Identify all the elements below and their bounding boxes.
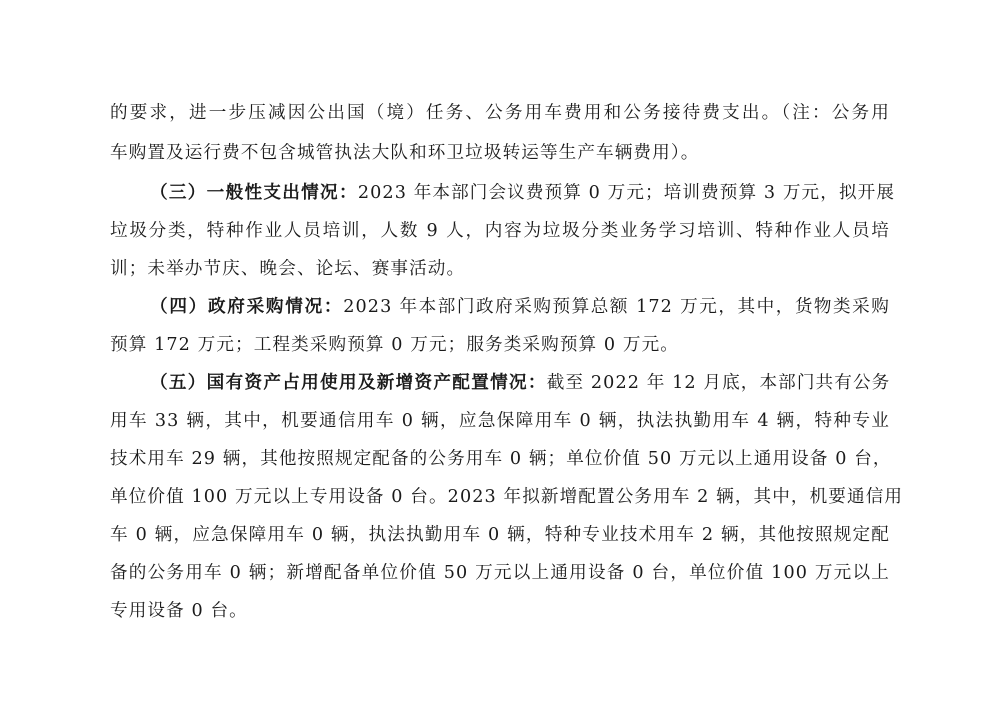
paragraph-3-text-1: 2023 年本部门会议费预算 0 万元；培训费预算 3 万元，拟开展 bbox=[357, 183, 896, 203]
paragraph-5-line-5: 车 0 辆，应急保障用车 0 辆，执法执勤用车 0 辆，特种专业技术用车 2 辆，其他按照规定配 bbox=[110, 525, 890, 545]
section-3-heading: （三）一般性支出情况： bbox=[150, 182, 358, 203]
section-4-heading: （四）政府采购情况： bbox=[150, 296, 344, 317]
paragraph-3-line-3: 训；未举办节庆、晚会、论坛、赛事活动。 bbox=[110, 259, 466, 279]
paragraph-4-text-1: 2023 年本部门政府采购预算总额 172 万元，其中，货物类采购 bbox=[343, 297, 890, 317]
paragraph-5-line-1 bbox=[150, 373, 890, 393]
paragraph-3-line-1 bbox=[150, 182, 896, 203]
paragraph-5-line-4: 单位价值 100 万元以上专用设备 0 台。2023 年拟新增配置公务用车 2 辆，其中，机要通信用 bbox=[110, 487, 904, 507]
paragraph-2-line-2: 车购置及运行费不包含城管执法大队和环卫垃圾转运等生产车辆费用）。 bbox=[110, 143, 700, 163]
paragraph-4-line-2: 预算 172 万元；工程类采购预算 0 万元；服务类采购预算 0 万元。 bbox=[110, 335, 679, 355]
paragraph-5-line-7: 专用设备 0 台。 bbox=[110, 601, 248, 621]
paragraph-5-text-1: 截至 2022 年 12 月底，本部门共有公务 bbox=[546, 373, 891, 393]
section-5-heading: （五）国有资产占用使用及新增资产配置情况： bbox=[150, 372, 547, 393]
paragraph-2-line-1: 的要求，进一步压减因公出国（境）任务、公务用车费用和公务接待费支出。（注：公务用 bbox=[110, 103, 890, 123]
paragraph-5-line-2: 用车 33 辆，其中，机要通信用车 0 辆，应急保障用车 0 辆，执法执勤用车 4 辆，特种专业 bbox=[110, 411, 890, 431]
paragraph-5-line-3: 技术用车 29 辆，其他按照规定配备的公务用车 0 辆；单位价值 50 万元以上通用设备 0 台， bbox=[110, 449, 892, 469]
paragraph-5-line-6: 备的公务用车 0 辆；新增配备单位价值 50 万元以上通用设备 0 台，单位价值 100 万元以上 bbox=[110, 563, 890, 583]
paragraph-3-line-2: 垃圾分类，特种作业人员培训，人数 9 人，内容为垃圾分类业务学习培训、特种作业人员培 bbox=[110, 221, 890, 241]
paragraph-4-line-1 bbox=[150, 297, 890, 317]
